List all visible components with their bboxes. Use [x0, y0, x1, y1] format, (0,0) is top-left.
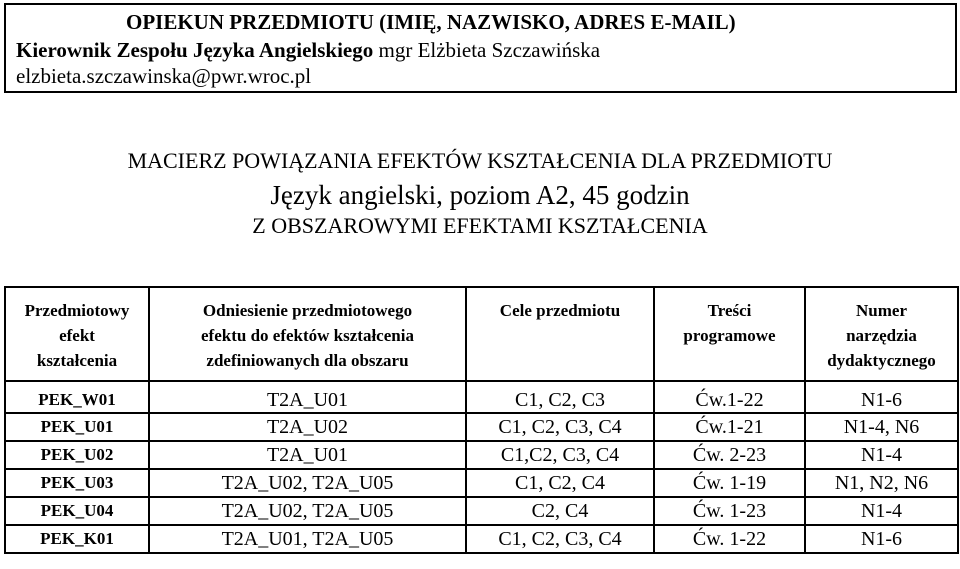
cell-effect-code: PEK_U03 [5, 469, 149, 497]
matrix-subtitle: Z OBSZAROWYMI EFEKTAMI KSZTAŁCENIA [252, 213, 708, 238]
table-row [5, 381, 958, 413]
cell-tools: N1-6 [805, 381, 958, 413]
header-line: Cele przedmiotu [499, 301, 621, 320]
table-row [5, 469, 958, 497]
header-course-goals [466, 287, 654, 381]
cell-effect-code: PEK_U04 [5, 497, 149, 525]
header-line: efektu do efektów kształcenia [201, 326, 414, 345]
cell-tools: N1, N2, N6 [805, 469, 958, 497]
header-line: zdefiniowanych dla obszaru [206, 351, 409, 370]
cell-goals: C1, C2, C3, C4 [466, 413, 654, 441]
cell-area-effect: T2A_U01 [149, 381, 466, 413]
matrix-title: MACIERZ POWIĄZANIA EFEKTÓW KSZTAŁCENIA DLA PRZEDMIOTU [127, 148, 833, 173]
cell-tools: N1-4, N6 [805, 413, 958, 441]
effects-matrix-table [4, 286, 959, 554]
cell-content: Ćw. 2-23 [654, 441, 805, 469]
cell-content: Ćw. 1-19 [654, 469, 805, 497]
cell-content: Ćw.1-21 [654, 413, 805, 441]
cell-goals: C1,C2, C3, C4 [466, 441, 654, 469]
cell-area-effect: T2A_U02 [149, 413, 466, 441]
cell-tools: N1-4 [805, 441, 958, 469]
cell-effect-code: PEK_W01 [5, 381, 149, 413]
header-line: programowe [683, 326, 776, 345]
cell-content: Ćw. 1-22 [654, 525, 805, 553]
cell-effect-code: PEK_K01 [5, 525, 149, 553]
header-line: Odniesienie przedmiotowego [202, 301, 413, 320]
header-teaching-tool [805, 287, 958, 381]
table-row [5, 413, 958, 441]
supervisor-role: Kierownik Zespołu Języka Angielskiego [16, 38, 374, 62]
cell-area-effect: T2A_U02, T2A_U05 [149, 497, 466, 525]
supervisor-line [16, 38, 600, 63]
header-line: dydaktycznego [827, 351, 936, 370]
header-area-reference [149, 287, 466, 381]
course-title: Język angielski, poziom A2, 45 godzin [270, 180, 690, 210]
cell-goals: C1, C2, C3, C4 [466, 525, 654, 553]
cell-effect-code: PEK_U02 [5, 441, 149, 469]
cell-effect-code: PEK_U01 [5, 413, 149, 441]
table-header-row [5, 287, 958, 381]
header-program-content [654, 287, 805, 381]
cell-goals: C2, C4 [466, 497, 654, 525]
supervisor-name: mgr Elżbieta Szczawińska [373, 38, 601, 62]
cell-tools: N1-4 [805, 497, 958, 525]
cell-goals: C1, C2, C4 [466, 469, 654, 497]
cell-goals: C1, C2, C3 [466, 381, 654, 413]
supervisor-heading: OPIEKUN PRZEDMIOTU (IMIĘ, NAZWISKO, ADRES E-MAIL) [126, 10, 736, 34]
table-row [5, 525, 958, 553]
header-line: kształcenia [36, 351, 118, 370]
header-line: narzędzia [846, 326, 917, 345]
header-subject-effect [5, 287, 149, 381]
supervisor-box [4, 3, 957, 93]
cell-tools: N1-6 [805, 525, 958, 553]
header-line: efekt [59, 326, 95, 345]
cell-content: Ćw. 1-23 [654, 497, 805, 525]
table-row [5, 497, 958, 525]
cell-area-effect: T2A_U02, T2A_U05 [149, 469, 466, 497]
header-line: Przedmiotowy [24, 301, 130, 320]
header-line: Treści [707, 301, 752, 320]
cell-content: Ćw.1-22 [654, 381, 805, 413]
cell-area-effect: T2A_U01 [149, 441, 466, 469]
supervisor-email: elzbieta.szczawinska@pwr.wroc.pl [16, 64, 312, 88]
header-line: Numer [856, 301, 907, 320]
cell-area-effect: T2A_U01, T2A_U05 [149, 525, 466, 553]
table-row [5, 441, 958, 469]
